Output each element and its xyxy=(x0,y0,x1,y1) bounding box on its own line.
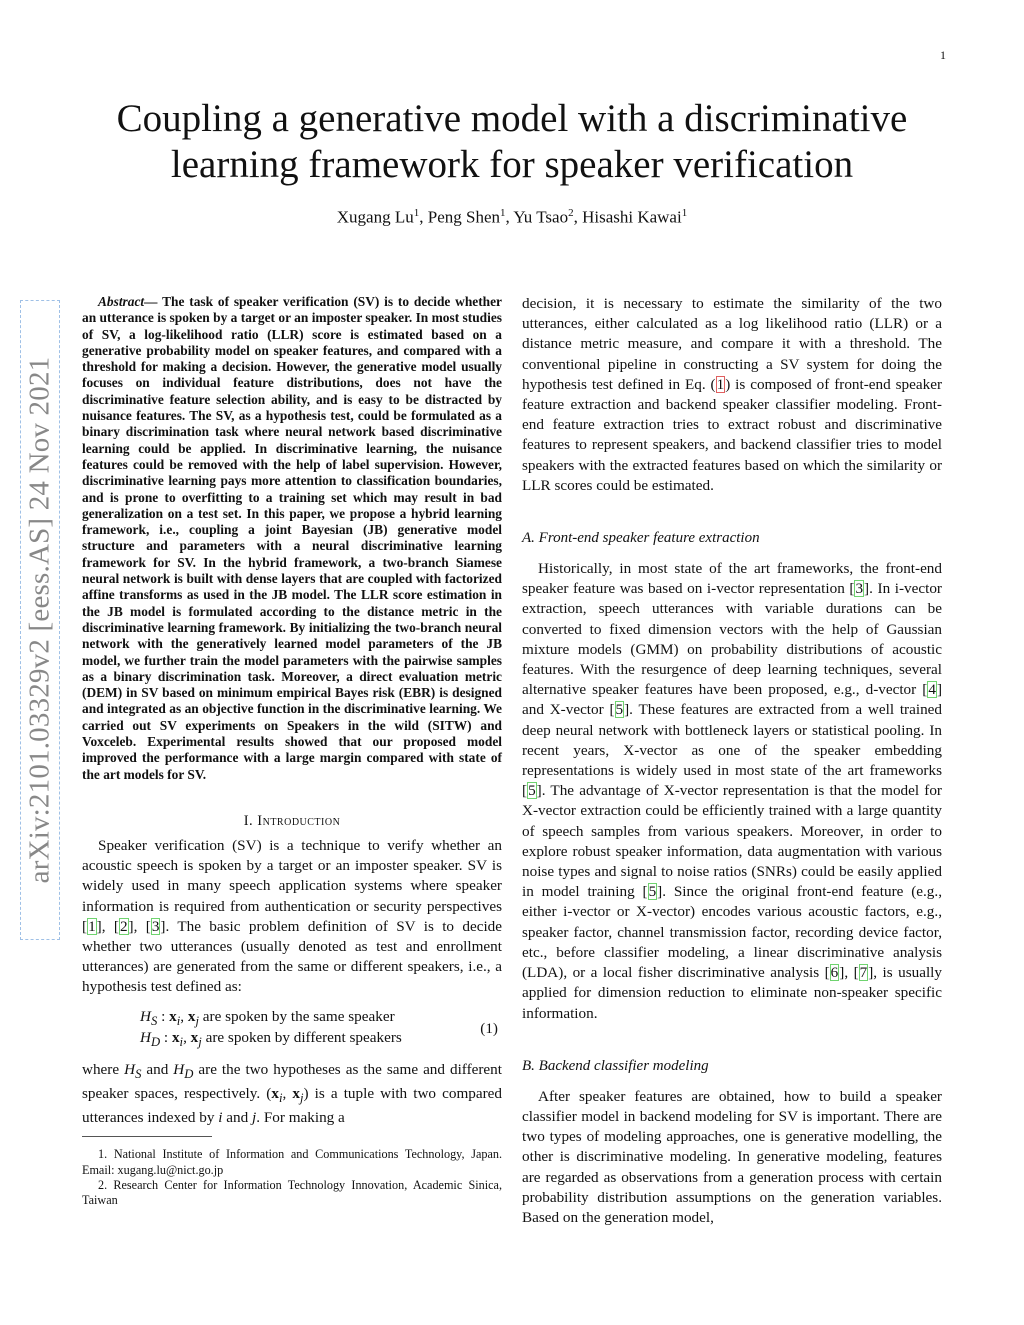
text-run: where xyxy=(82,1060,125,1078)
text-run: . The basic problem definition of SV is to decide whether two utterances (usually denoted as test and enrollment utterances) are generated from the same or different speakers, i.e., a hypothesis test defined as: xyxy=(82,917,503,996)
text-run: decision, it is necessary to estimate the similarity of the two utterances, either calculated as a log likelihood ratio (LLR) or a distance metric measure, and compare it with a threshold. The conventional pipeline in constructing a SV system for doing the hypothesis test defined in Eq. ( xyxy=(522,295,942,393)
section-heading-introduction: I. Introduction xyxy=(243,812,341,829)
intro-paragraph: where $H_S$ and $H_D$ are the two hypotheses as the same and different speaker spaces, respectively. ($x_i$, $x_j$) is a tuple with two compared utterances indexed by i and j. For making a xyxy=(82,1060,502,1126)
text-run: Historically, in most state of the art frameworks, the front-end speaker feature was based on i-vector representation [ xyxy=(522,560,942,598)
text-run: . For making a xyxy=(256,1109,345,1126)
author-name: Xugang Lu xyxy=(336,207,414,227)
text-run: ]. Since the original front-end feature (e.g., either i-vector or X-vector) encodes various acoustic factors, e.g., speaker factor, channel transmission factor, recording device factor, etc., before classifier modeling, a linear discriminative analysis (LDA), or a local fisher discriminative analysis [ xyxy=(522,883,942,982)
math-symbol: H xyxy=(140,1007,151,1025)
subsection-heading-backend: B. Backend classifier modeling xyxy=(522,1057,709,1074)
abstract xyxy=(82,294,502,783)
citation-link[interactable]: 5 xyxy=(528,782,536,800)
author-name: Peng Shen xyxy=(427,207,500,227)
equation-number: (1) xyxy=(480,1019,498,1037)
text-run: and xyxy=(141,1060,174,1078)
frontend-paragraph xyxy=(522,559,942,1024)
footnote-divider xyxy=(82,1136,212,1137)
text-run: , xyxy=(133,917,146,935)
equation-text: are spoken by different speakers xyxy=(201,1028,402,1046)
left-column xyxy=(82,294,502,1209)
equation-1 xyxy=(82,1008,502,1050)
citation-link[interactable]: 2 xyxy=(119,917,128,935)
abstract-label: Abstract— xyxy=(98,294,158,309)
text-run: ], is usually applied for dimension reduction to eliminate non-speaker specific information. xyxy=(522,964,942,1022)
text-run: , xyxy=(101,917,114,935)
citation-link[interactable]: 6 xyxy=(830,964,839,982)
author-affiliation: 1 xyxy=(681,207,688,219)
text-run: ]. The advantage of X-vector representation is that the model for X-vector extraction could be efficiently trained with a large quantity of speech samples from various speakers. Moreover, in order to explore robust speaker information, data augmentation with various noise types and signal to noise ratios (SNRs) could be easily applied in model training [ xyxy=(522,782,942,901)
citation-link[interactable]: 4 xyxy=(928,681,936,699)
author-name: Hisashi Kawai xyxy=(582,207,682,227)
page-number: 1 xyxy=(940,48,946,62)
subsection-heading-frontend: A. Front-end speaker feature extraction xyxy=(522,530,760,547)
math-symbol: H xyxy=(140,1028,151,1046)
arxiv-stamp[interactable] xyxy=(20,300,60,940)
text-run: ]. In i-vector extraction, speech utterances with variable durations can be converted to fixed dimension vectors with the help of Gaussian mixture models (GMM) on probability distributions of acoustic features. With the resurgence of deep learning techniques, several alternative speaker features have been proposed, e.g., d-vector [ xyxy=(522,580,942,699)
author-affiliation: 1 xyxy=(500,207,506,219)
author-affiliation: 1 xyxy=(413,207,420,219)
text-run: and xyxy=(222,1109,252,1126)
text-run: ) is composed of front-end speaker feature extraction and backend speaker classifier modeling. Front-end feature extraction tries to extract robust and discriminative features to represent speakers, and backend classifier tries to model speakers with the extracted features based on which the similarity or LLR scores could be estimated. xyxy=(522,375,943,494)
right-column xyxy=(522,294,942,1228)
citation-link[interactable]: 7 xyxy=(859,964,868,982)
author-affiliation: 2 xyxy=(568,207,574,219)
citation-link[interactable]: 3 xyxy=(855,580,864,598)
footnote: 1. National Institute of Information and Communications Technology, Japan. Email: xugang.lu@nict.go.jp xyxy=(82,1147,502,1177)
text-run: is a tuple with two compared utterances indexed by xyxy=(82,1084,502,1126)
citation-link[interactable]: 1 xyxy=(88,917,96,935)
math-subscript: D xyxy=(150,1034,161,1049)
citation-link[interactable]: 5 xyxy=(648,883,657,901)
abstract-text: The task of speaker verification (SV) is to decide whether an utterance is spoken by a target or an imposter speaker. In most studies of SV, a log-likelihood ratio (LLR) score is estimated based on a generative probability model on speaker features, and compared with a threshold for making a decision. However, the generative model usually focuses on individual feature distributions, does not have the discriminative feature selection ability, and is easy to be distracted by nuisance features. The SV, as a hypothesis test, could be formulated as a binary discrimination task where neural network based discriminative learning could be applied. In discriminative learning, the nuisance features could be removed with the help of label supervision. However, discriminative learning pays more attention to classification boundaries, and is prone to overfitting to a training set which may result in bad generalization on a test set. In this paper, we propose a hybrid learning framework, i.e., coupling a joint Bayesian (JB) generative model structure and parameters with a neural discriminative learning framework for SV. In the hybrid framework, a two-branch Siamese neural network is built with dense layers that are coupled with factorized affine transforms as used in the JB model. The LLR score estimation in the JB model is formulated according to the distance metric in the discriminative learning framework. By initializing the two-branch neural network with the generatively learned model parameters of the JB model, we further train the model parameters with the pairwise samples as a binary discrimination task. Moreover, a direct evaluation metric (DEM) in SV based on minimum empirical Bayes risk (EBR) is designed and integrated as an objective function in the discriminative learning. We carried out SV experiments on Speakers in the wild (SITW) and Voxceleb. Experimental results showed that our proposed model improved the performance with a large margin compared with state of the art models for SV. xyxy=(82,294,502,782)
footnotes xyxy=(82,1147,502,1209)
text-run: ], [ xyxy=(839,964,859,982)
text-run: are the two hypotheses as the same and different speaker spaces, respectively. xyxy=(82,1060,502,1102)
citation-link[interactable]: 5 xyxy=(615,701,624,719)
paper-title: Coupling a generative model with a discriminative learning framework for speaker verification xyxy=(116,97,908,186)
text-run: ]. These features are extracted from a well trained deep neural network with bottleneck layers or statistical pooling. In recent years, X-vector as one of the speaker embedding representations is widely used in most state of the art frameworks [ xyxy=(522,701,942,800)
author-list: Xugang Lu$^1$, Peng Shen$^1$, Yu Tsao$^2$, Hisashi Kawai$^1$ xyxy=(336,207,688,227)
text-run: ] and X-vector [ xyxy=(522,681,942,719)
author-name: Yu Tsao xyxy=(513,207,569,227)
citation-link[interactable]: 3 xyxy=(151,917,160,935)
text-run: Speaker verification (SV) is a technique to verify whether an acoustic speech is spoken by a target or an imposter speaker. SV is widely used in many speech application systems where speaker information is required from authentication or security perspectives xyxy=(82,836,502,915)
equation-line: $H_D$ : $x_i$, $x_j$ are spoken by different speakers xyxy=(140,1028,402,1049)
equation-line: $H_S$ : $x_i$, $x_j$ are spoken by the same speaker xyxy=(140,1007,395,1028)
intro-paragraph: Speaker verification (SV) is a technique to verify whether an acoustic speech is spoken by a target or an imposter speaker. SV is widely used in many speech application systems where speaker information is required from authentication or security perspectives [1], [2], [3]. The basic problem definition of SV is to decide whether two utterances (usually denoted as test and enrollment utterances) are generated from the same or different speakers, i.e., a hypothesis test defined as: xyxy=(82,836,503,996)
footnote: 2. Research Center for Information Technology Innovation, Academic Sinica, Taiwan xyxy=(82,1178,502,1208)
backend-paragraph: After speaker features are obtained, how to build a speaker classifier model in backend modeling for SV is important. There are two types of modeling approaches, one is generative modelling, the other is discriminative modeling. In generative modeling, features are regarded as observations from a generation process with certain probability distribution assumptions on the generation variables. Based on the generation model, xyxy=(522,1087,942,1226)
equation-reference-link[interactable]: 1 xyxy=(716,375,725,393)
continuation-paragraph xyxy=(522,294,942,496)
arxiv-identifier: arXiv:2101.03329v2 [eess.AS] 24 Nov 2021 xyxy=(23,356,56,884)
math-subscript: S xyxy=(150,1013,158,1028)
equation-text: are spoken by the same speaker xyxy=(198,1007,395,1025)
